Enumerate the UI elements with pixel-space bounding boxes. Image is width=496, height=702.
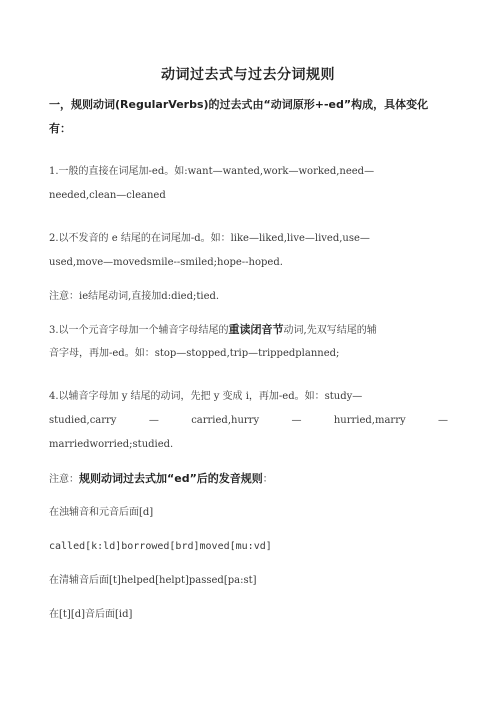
section-heading-line-1: 一，规则动词(RegularVerbs)的过去式由“动词原形+-ed”构成，具体变化 [49,98,429,111]
rule-2-line-2: used,move—movedsmile--smiled;hope--hoped. [49,257,283,268]
note-prefix: 注意： [49,474,79,485]
rule-4-dash-2: — [291,415,302,426]
rule-4-line-1: 4.以辅音字母加 y 结尾的动词，先把 y 变成 i，再加-ed。如：study— [49,391,363,402]
rule-2-line-1: 2.以不发音的 e 结尾的在词尾加-d。如：like—liked,live—lived,use— [49,233,370,244]
rule-3-text-before: 3.以一个元音字母加一个辅音字母结尾的 [49,325,229,336]
rule-3-line-2: 音字母，再加-ed。如：stop—stopped,trip—trippedplanned; [49,348,340,359]
pron-voiced-examples: called[k:ld]borrowed[brd]moved[mu:vd] [49,541,272,552]
page-title: 动词过去式与过去分词规则 [161,67,335,83]
rule-4-dash-1: — [148,415,159,426]
rule-3-line-1 [49,323,449,338]
rule-3-emphasis: 重读闭音节 [228,323,284,336]
rule-1-line-2: needed,clean—cleaned [49,190,166,201]
pron-td-label: 在[t][d]音后面[id] [49,609,133,620]
pron-voiceless: 在清辅音后面[t]helped[helpt]passed[pa:st] [49,575,257,586]
note-pronunciation-heading [49,472,449,487]
pron-voiced-label: 在浊辅音和元音后面[d] [49,507,154,518]
rule-4-line-3: marriedworried;studied. [49,439,174,450]
section-heading-line-2: 有： [49,122,71,135]
rule-4-line-2 [49,414,448,428]
note-suffix: ： [262,474,273,485]
note-ie-verbs: 注意：ie结尾动词,直接加d:died;tied. [49,291,220,302]
rule-4-word-2: carried,hurry [191,415,260,426]
rule-4-word-3: hurried,marry [333,415,406,426]
rule-1-line-1: 1.一般的直接在词尾加-ed。如:want—wanted,work—worked,need— [49,166,375,177]
rule-4-word-1: studied,carry [49,415,117,426]
rule-4-dash-3: — [437,415,448,426]
note-bold-text: 规则动词过去式加“ed”后的发音规则 [79,472,263,485]
rule-3-text-after: 动词,先双写结尾的辅 [283,325,377,336]
